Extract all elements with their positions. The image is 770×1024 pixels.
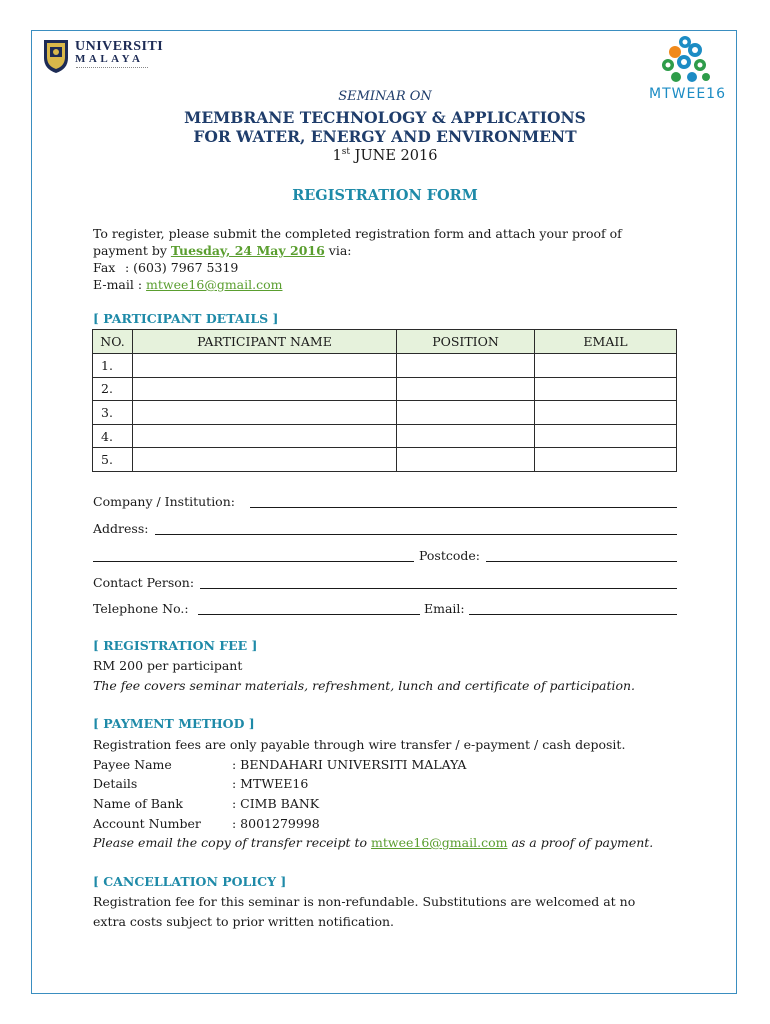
row-number: 3. (93, 401, 133, 425)
university-name-line1: UNIVERSITI (75, 39, 164, 54)
payment-note-prefix: Please email the copy of transfer receipt to (93, 835, 372, 850)
table-row (93, 377, 677, 401)
email-cell[interactable] (535, 354, 677, 378)
university-name-line2: MALAYA (75, 53, 144, 65)
position-cell[interactable] (397, 354, 535, 378)
intro-line2-prefix: payment by (93, 243, 171, 258)
date-day: 1 (332, 147, 342, 164)
table-row (93, 448, 677, 472)
deadline-date: Tuesday, 24 May 2016 (170, 243, 325, 258)
email-label: E-mail : (93, 277, 147, 292)
seminar-title-line2: FOR WATER, ENERGY AND ENVIRONMENT (193, 127, 577, 146)
email-link[interactable]: mtwee16@gmail.com (146, 277, 283, 292)
postcode-label: Postcode: (419, 548, 481, 563)
payment-email-link[interactable]: mtwee16@gmail.com (371, 835, 508, 850)
company-input-line[interactable] (250, 507, 677, 508)
participant-name-cell[interactable] (133, 377, 397, 401)
email-cell[interactable] (535, 401, 677, 425)
email-line (93, 276, 282, 293)
fax-label: Fax (93, 260, 116, 275)
email-cell[interactable] (535, 424, 677, 448)
telephone-label: Telephone No.: (93, 601, 189, 616)
row-number: 4. (93, 424, 133, 448)
participant-name-cell[interactable] (133, 448, 397, 472)
participant-name-cell[interactable] (133, 401, 397, 425)
payee-name-value: : BENDAHARI UNIVERSITI MALAYA (232, 757, 467, 772)
payment-note (93, 834, 653, 851)
university-crest-icon (42, 38, 70, 74)
column-header-email: EMAIL (535, 330, 677, 354)
payee-name-label: Payee Name (93, 757, 172, 772)
account-number-value: : 8001279998 (232, 816, 320, 831)
position-cell[interactable] (397, 424, 535, 448)
details-value: : MTWEE16 (232, 776, 309, 791)
bank-name-value: : CIMB BANK (232, 796, 320, 811)
participant-name-cell[interactable] (133, 354, 397, 378)
column-header-position: POSITION (397, 330, 535, 354)
date-rest: JUNE 2016 (350, 147, 438, 164)
cancellation-title: [ CANCELLATION POLICY ] (93, 874, 287, 889)
position-cell[interactable] (397, 401, 535, 425)
row-number: 5. (93, 448, 133, 472)
row-number: 2. (93, 377, 133, 401)
fee-note: The fee covers seminar materials, refreshment, lunch and certificate of participation. (93, 678, 636, 693)
column-header-no: NO. (93, 330, 133, 354)
table-row (93, 401, 677, 425)
fax-number: : (603) 7967 5319 (125, 260, 239, 275)
seminar-date (60, 147, 710, 164)
participant-name-cell[interactable] (133, 424, 397, 448)
postcode-input-line[interactable] (486, 561, 677, 562)
table-row (93, 424, 677, 448)
registration-fee-title: [ REGISTRATION FEE ] (93, 638, 258, 653)
row-number: 1. (93, 354, 133, 378)
company-label: Company / Institution: (93, 494, 235, 509)
date-suffix: st (341, 147, 351, 157)
event-logo-text: MTWEE16 (649, 86, 726, 102)
cancellation-line1: Registration fee for this seminar is non-refundable. Substitutions are welcomed at no (93, 894, 636, 909)
account-number-label: Account Number (93, 816, 201, 831)
email-field-label: Email: (424, 601, 465, 616)
telephone-input-line[interactable] (198, 614, 420, 615)
participant-section-title: [ PARTICIPANT DETAILS ] (93, 311, 279, 326)
cancellation-line2: extra costs subject to prior written notification. (93, 914, 395, 929)
fee-amount: RM 200 per participant (93, 658, 243, 673)
molecule-network-icon (640, 32, 735, 86)
contact-person-input-line[interactable] (200, 588, 677, 589)
position-cell[interactable] (397, 377, 535, 401)
seminar-label: SEMINAR ON (338, 89, 432, 104)
form-title: REGISTRATION FORM (292, 187, 478, 204)
contact-person-label: Contact Person: (93, 575, 195, 590)
intro-line2-suffix: via: (324, 243, 352, 258)
table-row (93, 354, 677, 378)
address-input-line[interactable] (155, 534, 677, 535)
university-tagline-rule (76, 67, 148, 69)
seminar-title-line1: MEMBRANE TECHNOLOGY & APPLICATIONS (184, 108, 586, 127)
bank-name-label: Name of Bank (93, 796, 184, 811)
column-header-name: PARTICIPANT NAME (133, 330, 397, 354)
table-header-row (93, 330, 677, 354)
details-label: Details (93, 776, 138, 791)
payment-intro: Registration fees are only payable through wire transfer / e-payment / cash deposit. (93, 737, 626, 752)
email-cell[interactable] (535, 377, 677, 401)
intro-line2 (93, 242, 352, 259)
participant-table (92, 329, 677, 472)
payment-method-title: [ PAYMENT METHOD ] (93, 716, 255, 731)
position-cell[interactable] (397, 448, 535, 472)
address-input-line-2[interactable] (93, 561, 414, 562)
email-cell[interactable] (535, 448, 677, 472)
address-label: Address: (93, 521, 149, 536)
payment-note-suffix: as a proof of payment. (507, 835, 654, 850)
university-logo (42, 38, 164, 76)
email-input-line[interactable] (469, 614, 677, 615)
intro-line1: To register, please submit the completed registration form and attach your proof of (93, 226, 622, 241)
